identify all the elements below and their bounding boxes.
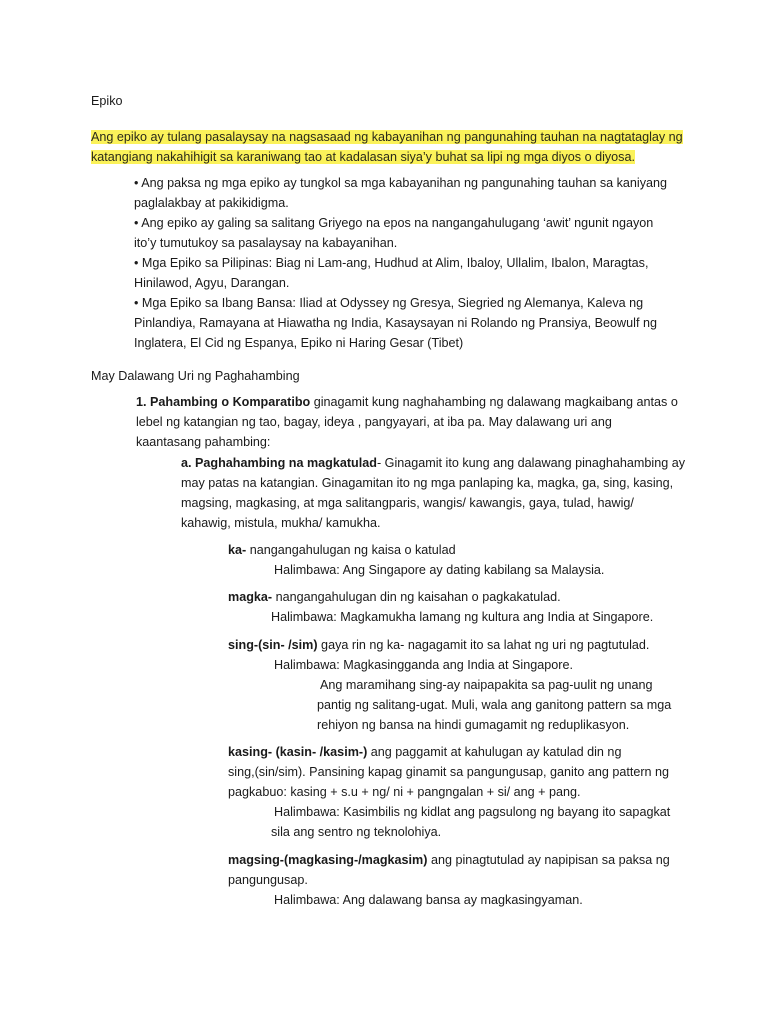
list-item: • Mga Epiko sa Ibang Bansa: Iliad at Odyssey ng Gresya, Siegried ng Alemanya, Kaleva ng Pinlandiya, Ramayana at Hiawatha ng India, Kasaysayan ni Rolando ng Pransiya, Beowulf ng Inglatera, El Cid ng Espanya, Epiko ni Haring Gesar (Tibet) (134, 296, 657, 350)
section-heading: May Dalawang Uri ng Paghahambing (91, 369, 300, 383)
example: Halimbawa: Kasimbilis ng kidlat ang pagsulong ng bayang ito sapagkat (274, 805, 671, 819)
item-magkatulad: a. Paghahambing na magkatulad- Ginagamit ito kung ang dalawang pinaghahambing ay may patas na katangian. Ginagamitan ito ng mga panlaping ka, magka, ga, sing, kasing, magsing, magkasing, at mga salitangparis, wangis/ kawangis, gaya, tulad, hawig/ kahawig, mistula, mukha/ kamukha. (181, 456, 686, 530)
note: rehiyon ng bansa na hindi gumagamit ng reduplikasyon. (317, 718, 630, 732)
example: Halimbawa: Magkasingganda ang India at Singapore. (274, 658, 573, 672)
list-item: • Ang paksa ng mga epiko ay tungkol sa mga kabayanihan ng pangunahing tauhan sa kaniyang paglalakbay at pakikidigma. (134, 176, 668, 210)
term: magka- (228, 590, 273, 604)
term: sing-(sin- /sim) (228, 638, 318, 652)
example: Halimbawa: Ang Singapore ay dating kabilang sa Malaysia. (274, 563, 605, 577)
bullet-list (134, 173, 667, 353)
note: pantig ng salitang-ugat. Muli, wala ang ganitong pattern sa mga (317, 698, 672, 712)
entry-magka: magka- nangangahulugan din ng kaisahan o pagkakatulad. Halimbawa: Magkamukha lamang ng kultura ang India at Singapore. (228, 587, 653, 627)
list-item: • Mga Epiko sa Pilipinas: Biag ni Lam-ang, Hudhud at Alim, Ibaloy, Ullalim, Ibalon, Maragtas, Hinilawod, Agyu, Darangan. (134, 256, 649, 290)
example: Halimbawa: Magkamukha lamang ng kultura ang India at Singapore. (271, 610, 654, 624)
highlighted-text: katangiang nakahihigit sa karaniwang tao at kadalasan siya’y buhat sa lipi ng mga diyos o diyosa. (91, 150, 635, 164)
entry-magsing: magsing-(magkasing-/magkasim) ang pinagtutulad ay napipisan sa paksa ng pangungusap. Halimbawa: Ang dalawang bansa ay magkasingyaman. (228, 850, 670, 910)
term: magsing-(magkasing-/magkasim) (228, 853, 428, 867)
term: ka- (228, 543, 247, 557)
item-pahambing: 1. Pahambing o Komparatibo ginagamit kung naghahambing ng dalawang magkaibang antas o lebel ng katangian ng tao, bagay, ideya , pangyayari, at iba pa. May dalawang uri ang kaantasang pahambing: (136, 395, 678, 449)
term: a. Paghahambing na magkatulad (181, 456, 377, 470)
term: 1. Pahambing o Komparatibo (136, 395, 311, 409)
definition-paragraph (91, 127, 683, 167)
example: Halimbawa: Ang dalawang bansa ay magkasingyaman. (274, 893, 583, 907)
note: Ang maramihang sing-ay naipapakita sa pag-uulit ng unang (320, 678, 653, 692)
entry-ka: ka- nangangahulugan ng kaisa o katulad Halimbawa: Ang Singapore ay dating kabilang sa Malaysia. (228, 540, 604, 580)
list-item: • Ang epiko ay galing sa salitang Griyego na epos na nangangahulugang ‘awit’ ngunit ngayon ito’y tumutukoy sa pasalaysay na kabayanihan. (134, 216, 654, 250)
term: kasing- (kasin- /kasim-) (228, 745, 368, 759)
doc-title: Epiko (91, 94, 123, 108)
highlighted-text: Ang epiko ay tulang pasalaysay na nagsasaad ng kabayanihan ng pangunahing tauhan na nagtataglay ng (91, 130, 683, 144)
entry-kasing: kasing- (kasin- /kasim-) ang paggamit at kahulugan ay katulad din ng sing,(sin/sim). Pansining kapag ginamit sa pangungusap, ganito ang pattern ng pagkabuo: kasing + s.u + ng/ ni + pangngalan + si/ ang + pang. Halimbawa: Kasimbilis ng kidlat ang pagsulong ng bayang ito sapagkat sila ang sentro ng teknolohiya. (228, 745, 671, 839)
entry-sing: sing-(sin- /sim) gaya rin ng ka- nagagamit ito sa lahat ng uri ng pagtutulad. Halimbawa: Magkasingganda ang India at Singapore. Ang maramihang sing-ay naipapakita sa pag-uulit ng unang pantig ng salitang-ugat. Muli, wala ang ganitong pattern sa mga rehiyon ng bansa na hindi gumagamit ng reduplikasyon. (228, 635, 671, 735)
